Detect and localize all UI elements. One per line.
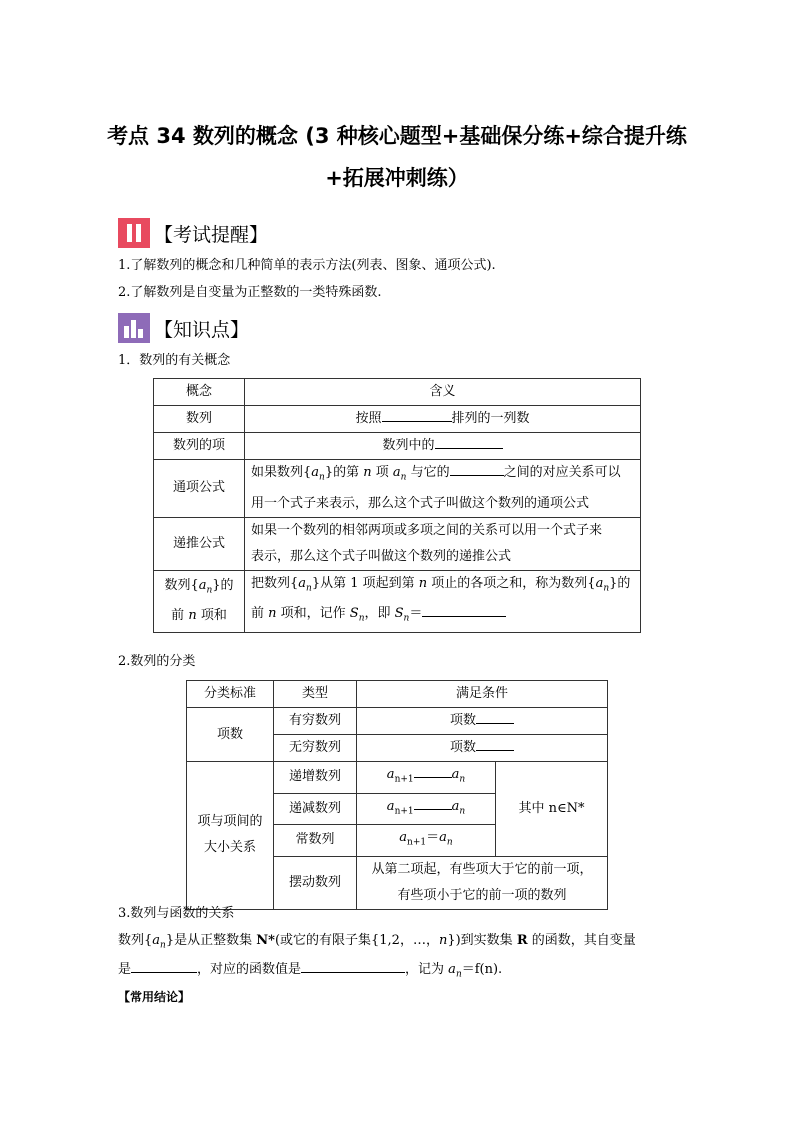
- roman-two-icon: [118, 218, 150, 248]
- row-term-name: 数列的项: [154, 433, 245, 460]
- type-finite: 有穷数列: [274, 708, 357, 735]
- cond-oscillating: 从第二项起，有些项大于它的前一项， 有些项小于它的前一项的数列: [357, 856, 608, 909]
- answer-blank: [476, 736, 514, 751]
- row-general-formula-name: 通项公式: [154, 460, 245, 518]
- cond-infinite: 项数: [357, 735, 608, 762]
- answer-blank: [435, 434, 503, 449]
- cond-finite: 项数: [357, 708, 608, 735]
- row-partial-sum-meaning: 把数列$\{a_n\}$从第 1 项起到第 n 项止的各项之和，称为数列$\{a_n\}$的 前 n 项和，记作 $S_n$，即 $S_n=$: [245, 570, 641, 632]
- knowledge-section-header: [118, 313, 249, 343]
- reminder-section-label: 【考试提醒】: [154, 223, 269, 246]
- table-header-standard: 分类标准: [187, 681, 274, 708]
- bar-chart-icon: [118, 313, 150, 343]
- type-decreasing: 递减数列: [274, 793, 357, 825]
- common-conclusions-heading: 【常用结论】: [118, 990, 191, 1004]
- row-partial-sum-name: 数列$\{a_n\}$的 前 n 项和: [154, 570, 245, 632]
- answer-blank: [382, 407, 452, 422]
- table-header-type: 类型: [274, 681, 357, 708]
- table-header-concept: 概念: [154, 379, 245, 406]
- document-title: [0, 118, 794, 196]
- row-general-formula-meaning: 如果数列$\{a_n\}$的第 n 项 $a_n$ 与它的 之间的对应关系可以 用一个式子来表示，那么这个式子叫做这个数列的通项公式: [245, 460, 641, 518]
- knowledge-section-label: 【知识点】: [154, 318, 250, 341]
- type-constant: 常数列: [274, 825, 357, 857]
- row-sequence-name: 数列: [154, 406, 245, 433]
- answer-blank: [450, 461, 504, 476]
- answer-blank: [414, 795, 452, 810]
- cond-constant: $a_{n+1}=a_n$: [357, 825, 496, 857]
- condition-note: 其中 n∈N*: [496, 762, 608, 857]
- subheading-3: 3.数列与函数的关系: [118, 906, 235, 921]
- reminder-item-2: 2.了解数列是自变量为正整数的一类特殊函数.: [118, 285, 382, 300]
- answer-blank: [301, 958, 405, 973]
- type-infinite: 无穷数列: [274, 735, 357, 762]
- title-line-2: +拓展冲刺练）: [325, 166, 469, 190]
- reminder-section-header: [118, 218, 268, 248]
- reminder-item-1: 1.了解数列的概念和几种简单的表示方法(列表、图象、通项公式).: [118, 258, 496, 273]
- group-term-count: 项数: [187, 708, 274, 762]
- answer-blank: [422, 602, 506, 617]
- relation-line-2: 是 ，对应的函数值是 ，记为 $a_n=f(n)$.: [118, 958, 502, 985]
- row-recursive-meaning: 如果一个数列的相邻两项或多项之间的关系可以用一个式子来 表示，那么这个式子叫做这个数列的递推公式: [245, 517, 641, 570]
- classification-table: [186, 680, 608, 910]
- subheading-2: 2.数列的分类: [118, 654, 196, 669]
- type-increasing: 递增数列: [274, 762, 357, 794]
- concept-table: [153, 378, 641, 633]
- table-header-condition: 满足条件: [357, 681, 608, 708]
- answer-blank: [476, 709, 514, 724]
- type-oscillating: 摆动数列: [274, 856, 357, 909]
- title-line-1: 考点 34 数列的概念 (3 种核心题型+基础保分练+综合提升练: [107, 124, 687, 148]
- table-header-meaning: 含义: [245, 379, 641, 406]
- row-recursive-name: 递推公式: [154, 517, 245, 570]
- row-term-meaning: 数列中的: [245, 433, 641, 460]
- subheading-1: 1．数列的有关概念: [118, 353, 231, 368]
- row-sequence-meaning: 按照 排列的一列数: [245, 406, 641, 433]
- group-size-relation: 项与项间的 大小关系: [187, 762, 274, 910]
- relation-line-1: 数列$\{a_n\}$是从正整数集 N*(或它的有限子集{1,2，…，n})到实数集 R 的函数，其自变量: [118, 933, 636, 951]
- cond-decreasing: $a_{n+1}$ $a_n$: [357, 793, 496, 825]
- answer-blank: [131, 958, 197, 973]
- answer-blank: [414, 763, 452, 778]
- cond-increasing: $a_{n+1}$ $a_n$: [357, 762, 496, 794]
